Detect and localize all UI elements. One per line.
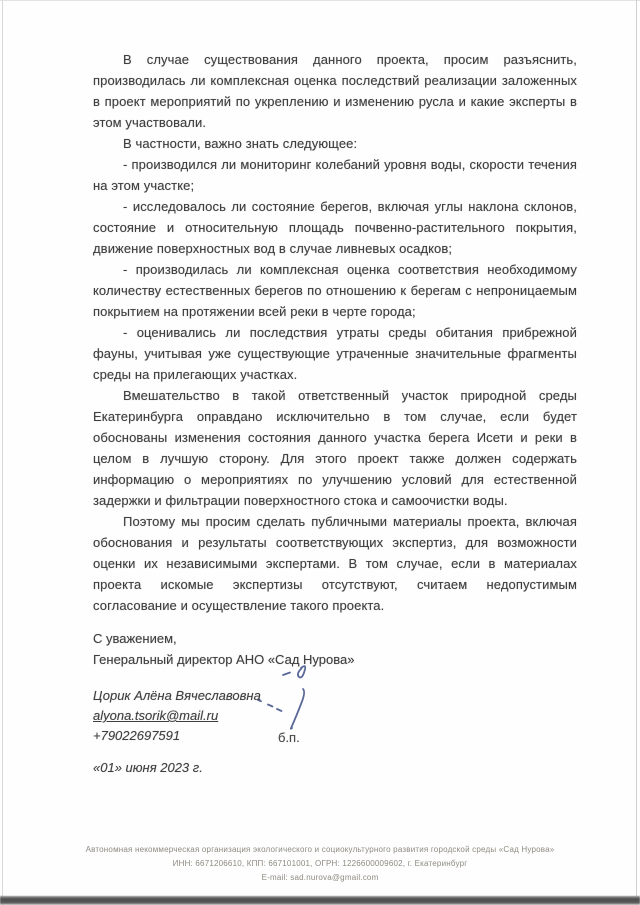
signer-phone: +79022697591 bbox=[93, 728, 181, 743]
phone-row bbox=[93, 726, 300, 746]
paragraph: - оценивались ли последствия утраты среды обитания прибрежной фауны, учитывая уже существующие утраченные значительные фрагменты среды на прилегающих участках. bbox=[93, 325, 577, 382]
org-footer bbox=[0, 843, 640, 885]
paragraph: - производилась ли комплексная оценка соответствия необходимому количеству естественных берегов по отношению к берегам с непроницаемым покрытием на протяжении всей реки в черте города; bbox=[93, 262, 577, 319]
contact-block bbox=[93, 686, 300, 746]
signer-name: Цорик Алёна Вячеславовна bbox=[93, 688, 261, 703]
footer-ids-line: ИНН: 6671206610, КПП: 667101001, ОГРН: 1226600009602, г. Екатеринбург bbox=[172, 859, 468, 868]
paragraph: В случае существования данного проекта, просим разъяснить, производилась ли комплексная оценка последствий реализации заложенных в проект мероприятий по укреплению и изменению русла и какие эксперты в этом участвовали. bbox=[93, 52, 577, 130]
footer-org-line: Автономная некоммерческая организация экологического и социокультурного развития городской среды «Сад Нурова» bbox=[85, 845, 555, 854]
paragraph: Поэтому мы просим сделать публичными материалы проекта, включая обоснования и результаты соответствующих экспертиз, для возможности оценки их независимыми экспертами. В том случае, если в материалах проекта искомые экспертизы отсутствуют, считаем недопустимым согласование и осуществление такого проекта. bbox=[93, 514, 577, 613]
paragraph: Вмешательство в такой ответственный участок природной среды Екатеринбурга оправдано исключительно в том случае, если будет обоснованы изменения состояния данного участка берега Исети и реки в целом в лучшую сторону. Для этого проект также должен содержать информацию о мероприятиях по улучшению условий для естественной задержки и фильтрации поверхностного стока и самоочистки воды. bbox=[93, 388, 577, 508]
signer-email: alyona.tsorik@mail.ru bbox=[93, 708, 219, 723]
letter-body bbox=[93, 49, 577, 616]
signoff-greeting: С уважением, bbox=[93, 631, 177, 646]
scan-edge-left bbox=[2, 0, 3, 905]
footer-email-line: E-mail: sad.nurova@gmail.com bbox=[261, 873, 379, 882]
scan-edge-right bbox=[636, 0, 637, 905]
stamp-note: б.п. bbox=[278, 730, 300, 745]
paragraph: - производился ли мониторинг колебаний уровня воды, скорости течения на этом участке; bbox=[93, 157, 577, 193]
scan-edge-bottom bbox=[0, 896, 640, 905]
scan-edge-top bbox=[0, 0, 640, 1]
signoff-title: Генеральный директор АНО «Сад Нурова» bbox=[93, 652, 355, 667]
paragraph: - исследовалось ли состояние берегов, включая углы наклона склонов, состояние и относительную площадь почвенно-растительного покрытия, движение поверхностных вод в случае ливневых осадков; bbox=[93, 199, 577, 256]
paragraph: В частности, важно знать следующее: bbox=[123, 136, 358, 151]
letter-date: «01» июня 2023 г. bbox=[93, 760, 203, 775]
